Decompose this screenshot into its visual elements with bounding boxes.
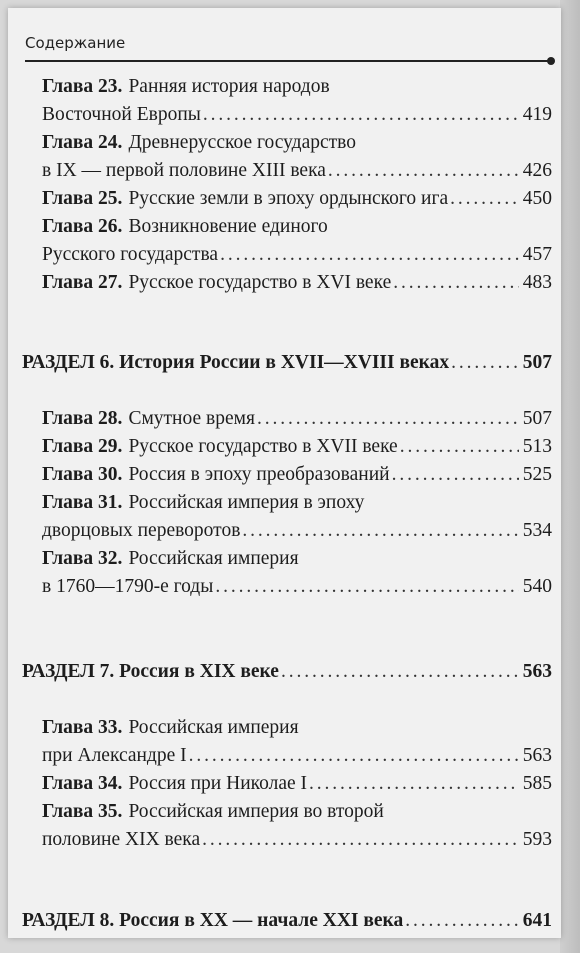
chapter-label: Глава 26.: [42, 216, 123, 237]
toc-section-7[interactable]: [22, 659, 552, 685]
chapter-title-cont: Восточной Европы: [42, 104, 201, 125]
toc-entry-33-cont[interactable]: [42, 743, 552, 769]
page-edge: [560, 0, 580, 953]
toc-entry-30[interactable]: [42, 462, 552, 488]
section-title: РАЗДЕЛ 8. Россия в XX — начале XXI века: [22, 910, 404, 931]
page-number: 563: [522, 661, 552, 682]
chapter-title-cont: в 1760—1790-е годы: [42, 576, 214, 597]
toc-entry-27[interactable]: [42, 270, 552, 296]
toc-entry-34[interactable]: [42, 771, 552, 797]
chapter-title: Русское государство в XVII веке: [128, 436, 398, 457]
page-number: 483: [522, 272, 552, 293]
toc-entry-26[interactable]: [42, 214, 328, 240]
toc-entry-28[interactable]: [42, 406, 552, 432]
page-number: 585: [522, 773, 552, 794]
toc-entry-32[interactable]: [42, 546, 299, 572]
page-number: 513: [522, 436, 552, 457]
toc-section-6[interactable]: [22, 350, 552, 376]
leader-dots: [281, 659, 519, 685]
leader-dots: [203, 102, 519, 128]
chapter-title: Ранняя история народов: [128, 76, 330, 97]
page-number: 457: [522, 244, 552, 265]
toc-entry-24-cont[interactable]: [42, 158, 552, 184]
toc-section-8[interactable]: [22, 908, 552, 934]
page-number: 563: [522, 745, 552, 766]
leader-dots: [309, 771, 519, 797]
page-number: 450: [522, 188, 552, 209]
header-rule: [25, 60, 553, 62]
page-number: 426: [522, 160, 552, 181]
chapter-title-cont: половине XIX века: [42, 829, 201, 850]
page-number: 525: [522, 464, 552, 485]
chapter-label: Глава 30.: [42, 464, 123, 485]
leader-dots: [400, 434, 519, 460]
toc-entry-26-cont[interactable]: [42, 242, 552, 268]
section-title: РАЗДЕЛ 7. Россия в XIX веке: [22, 661, 279, 682]
leader-dots: [450, 186, 519, 212]
leader-dots: [451, 350, 519, 376]
chapter-title: Возникновение единого: [128, 216, 328, 237]
chapter-title-cont: Русского государства: [42, 244, 219, 265]
chapter-title-cont: в IX — первой половине XIII века: [42, 160, 326, 181]
leader-dots: [393, 270, 519, 296]
leader-dots: [215, 574, 518, 600]
leader-dots: [202, 827, 519, 853]
leader-dots: [220, 242, 519, 268]
page-number: 534: [522, 520, 552, 541]
chapter-label: Глава 23.: [42, 76, 123, 97]
leader-dots: [257, 406, 519, 432]
chapter-label: Глава 34.: [42, 773, 123, 794]
chapter-label: Глава 35.: [42, 801, 123, 822]
chapter-title: Российская империя: [128, 717, 299, 738]
toc-entry-33[interactable]: [42, 715, 299, 741]
page-number: 641: [522, 910, 552, 931]
chapter-title: Россия при Николае I: [128, 773, 308, 794]
chapter-title: Древнерусское государство: [128, 132, 356, 153]
chapter-title: Русское государство в XVI веке: [128, 272, 392, 293]
book-page: [8, 8, 561, 938]
chapter-label: Глава 32.: [42, 548, 123, 569]
page-number: 593: [522, 829, 552, 850]
leader-dots: [328, 158, 519, 184]
chapter-title: Российская империя: [128, 548, 299, 569]
toc-entry-25[interactable]: [42, 186, 552, 212]
chapter-title: Россия в эпоху преобразований: [128, 464, 390, 485]
toc-entry-23[interactable]: [42, 74, 330, 100]
toc-entry-31[interactable]: [42, 490, 364, 516]
page-number: 507: [522, 408, 552, 429]
chapter-title: Смутное время: [128, 408, 255, 429]
toc-entry-35[interactable]: [42, 799, 384, 825]
leader-dots: [189, 743, 519, 769]
chapter-label: Глава 28.: [42, 408, 123, 429]
chapter-title: Российская империя во второй: [128, 801, 384, 822]
chapter-label: Глава 29.: [42, 436, 123, 457]
page-header: Содержание: [25, 34, 126, 52]
section-title: РАЗДЕЛ 6. История России в XVII—XVIII веках: [22, 352, 450, 373]
chapter-label: Глава 33.: [42, 717, 123, 738]
toc-entry-35-cont[interactable]: [42, 827, 552, 853]
chapter-title: Русские земли в эпоху ордынского ига: [128, 188, 449, 209]
toc-entry-32-cont[interactable]: [42, 574, 552, 600]
leader-dots: [405, 908, 519, 934]
leader-dots: [392, 462, 519, 488]
leader-dots: [242, 518, 518, 544]
chapter-title-cont: дворцовых переворотов: [42, 520, 241, 541]
toc-entry-23-cont[interactable]: [42, 102, 552, 128]
chapter-label: Глава 27.: [42, 272, 123, 293]
toc-entry-29[interactable]: [42, 434, 552, 460]
toc-entry-24[interactable]: [42, 130, 356, 156]
page-number: 419: [522, 104, 552, 125]
chapter-title: Российская империя в эпоху: [128, 492, 365, 513]
chapter-title-cont: при Александре I: [42, 745, 187, 766]
chapter-label: Глава 31.: [42, 492, 123, 513]
chapter-label: Глава 25.: [42, 188, 123, 209]
page-number: 507: [522, 352, 552, 373]
page-number: 540: [522, 576, 552, 597]
toc-entry-31-cont[interactable]: [42, 518, 552, 544]
chapter-label: Глава 24.: [42, 132, 123, 153]
